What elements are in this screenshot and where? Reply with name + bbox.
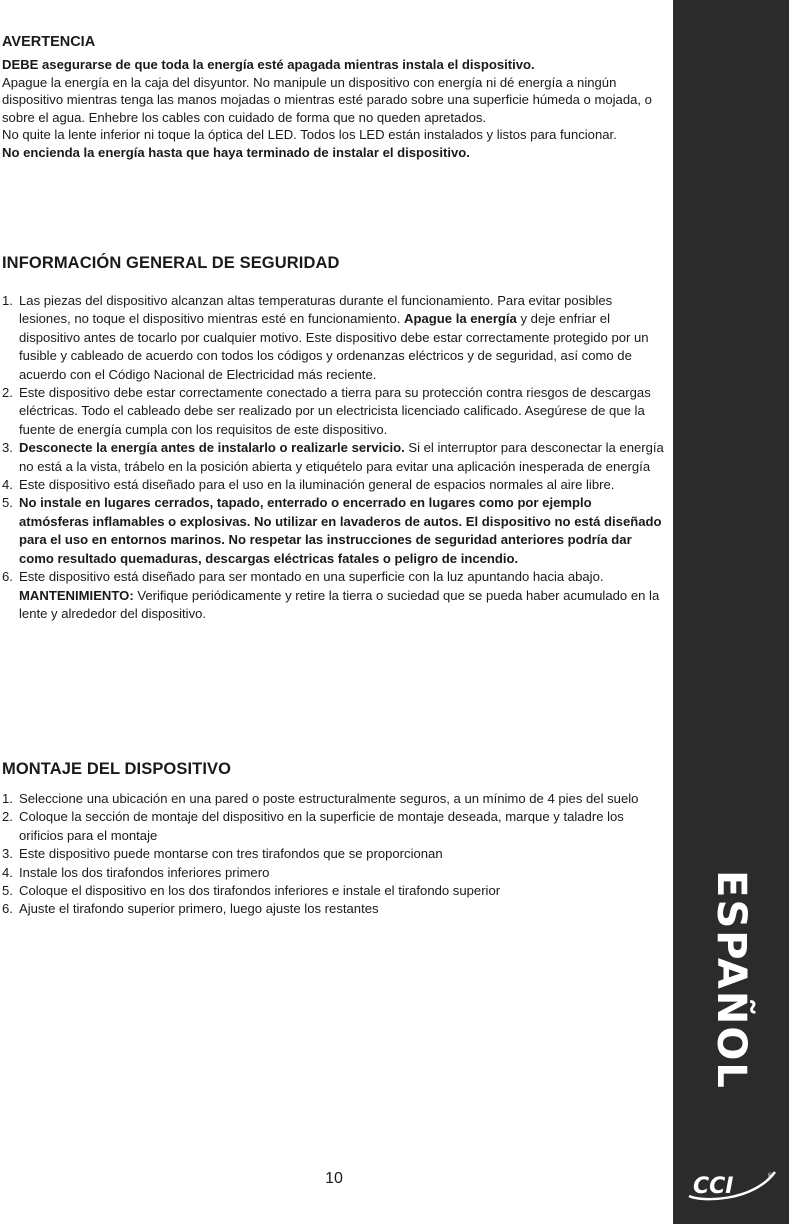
logo-text: CCI (693, 1174, 734, 1199)
language-sidebar (673, 0, 789, 1224)
item-number: 5. (2, 495, 13, 511)
safety-item-5 (2, 494, 664, 568)
item-text: y deje enfriar el dispositivo antes de tocarlo por cualquier motivo. Este dispositivo debe estar correctamente protegido por un fusible y cableado de acuerdo con todos los códigos y ordenanzas eléctricos y de seguridad, así como de acuerdo con el Código Nacional de Electricidad más reciente. (19, 311, 649, 382)
warning-final-line: No encienda la energía hasta que haya terminado de instalar el dispositivo. (2, 144, 470, 160)
item-number: 1. (2, 293, 13, 308)
logo-registered-mark: ® (767, 1172, 774, 1180)
mounting-item-2 (2, 808, 664, 845)
item-text: Este dispositivo está diseñado para ser montado en una superficie con la luz apuntando hacia abajo. (19, 569, 604, 585)
item-text: Las piezas del dispositivo alcanzan altas temperaturas durante el funcionamiento. Para evitar posibles lesiones, no toque el dispositivo mientras esté en funcionamiento. (19, 293, 613, 327)
mounting-item-4 (2, 864, 664, 882)
page-number: 10 (325, 1170, 343, 1187)
safety-title: INFORMACIÓN GENERAL DE SEGURIDAD (2, 254, 340, 272)
item-number: 3. (2, 846, 13, 862)
item-text-bold: No instale en lugares cerrados, tapado, enterrado o encerrado en lugares como por ejemplo atmósferas inflamables o explosivas. No utilizar en lavaderos de autos. El dispositivo no está diseñado para el uso en entornos marinos. No respetar las instrucciones de seguridad anteriores podría dar como resultado quemaduras, descargas eléctricas fatales o peligro de incendio. (19, 495, 662, 566)
safety-item-3 (2, 439, 664, 476)
mounting-item-6 (2, 900, 664, 918)
item-text: Este dispositivo está diseñado para el uso en la iluminación general de espacios normales al aire libre. (19, 477, 615, 493)
maintenance-label: MANTENIMIENTO: (19, 587, 134, 603)
item-text-bold: Desconecte la energía antes de instalarlo o realizarle servicio. (19, 440, 405, 456)
maintenance-text: Verifique periódicamente y retire la tierra o suciedad que se pueda haber acumulado en la lente y alrededor del dispositivo. (19, 587, 660, 621)
warning-title: AVERTENCIA (2, 34, 96, 50)
item-text: Si el interruptor para desconectar la energía no está a la vista, trábelo en la posición abierta y etiquételo para evitar una aplicación inesperada de energía (19, 440, 664, 474)
item-text: Instale los dos tirafondos inferiores primero (19, 864, 270, 880)
mounting-title: MONTAJE DEL DISPOSITIVO (2, 760, 232, 778)
item-number: 5. (2, 883, 13, 899)
item-text: Ajuste el tirafondo superior primero, luego ajuste los restantes (19, 901, 379, 917)
warning-paragraph-1: Apague la energía en la caja del disyuntor. No manipule un dispositivo con energía ni dé energía a ningún dispositivo mientras tenga las manos mojadas o mientras esté parado sobre una superficie húmeda o mojada, o sobre el agua. Enhebre los cables con cuidado de forma que no queden apretados. (2, 74, 652, 125)
mounting-item-5 (2, 882, 664, 900)
language-label: ESPAÑOL (708, 870, 754, 1090)
item-text: Coloque el dispositivo en los dos tirafondos inferiores e instale el tirafondo superior (19, 883, 501, 899)
item-number: 1. (2, 791, 13, 806)
warning-line-1: DEBE asegurarse de que toda la energía esté apagada mientras instala el dispositivo. (2, 57, 535, 72)
mounting-item-1 (2, 790, 664, 808)
item-number: 6. (2, 569, 13, 585)
safety-item-2 (2, 384, 664, 439)
item-number: 2. (2, 385, 13, 401)
item-text: Este dispositivo debe estar correctamente conectado a tierra para su protección contra riesgos de descargas eléctricas. Todo el cableado debe ser realizado por un electricista licenciado calificado. Asegúrese de que la fuente de energía cumpla con los requisitos de este dispositivo. (19, 385, 651, 437)
item-text-bold: Apague la energía (404, 311, 517, 327)
safety-item-1 (2, 292, 664, 384)
item-number: 4. (2, 477, 13, 493)
item-number: 6. (2, 901, 13, 917)
item-text: Seleccione una ubicación en una pared o poste estructuralmente seguros, a un mínimo de 4 pies del suelo (19, 791, 639, 806)
item-text: Este dispositivo puede montarse con tres tirafondos que se proporcionan (19, 846, 443, 862)
item-number: 2. (2, 809, 13, 825)
mounting-list (2, 790, 664, 919)
item-number: 4. (2, 864, 13, 880)
item-text: Coloque la sección de montaje del dispositivo en la superficie de montaje deseada, marque y taladre los orificios para el montaje (19, 809, 624, 843)
warning-paragraph-2: No quite la lente inferior ni toque la óptica del LED. Todos los LED están instalados y listos para funcionar. (2, 127, 617, 143)
warning-block (2, 56, 662, 162)
item-number: 3. (2, 440, 13, 456)
safety-list (2, 292, 664, 623)
cci-logo (683, 1166, 779, 1202)
safety-item-6 (2, 568, 664, 623)
safety-item-4 (2, 476, 664, 494)
mounting-item-3 (2, 845, 664, 863)
